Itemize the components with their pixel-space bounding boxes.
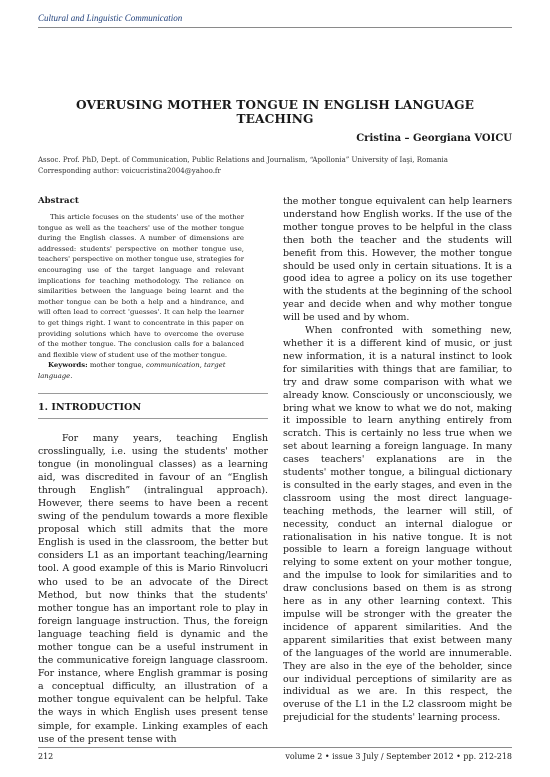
article-author: Cristina – Georgiana VOICU (356, 133, 512, 144)
left-column (38, 196, 268, 746)
body-paragraph-right-1: the mother tongue equivalent can help learners understand how English works. If the use of the mother tongue proves to be helpful in the class then both the teacher and the students will benefit from this. However, the mother tongue should be used only in certain situations. It is a good idea to agree a policy on its use together with the students at the beginning of the school year and decide when and why mother tongue will be used and by whom. (283, 196, 512, 324)
article-title: OVERUSING MOTHER TONGUE IN ENGLISH LANGUAGE TEACHING (76, 98, 474, 126)
right-column (283, 196, 512, 725)
section-divider-top (38, 393, 268, 394)
body-paragraph-left: For many years, teaching English crosslingually, i.e. using the students' mother tongue (in monolingual classes) as a learning aid, was discredited in favour of an “English through English” (intralingual approach). However, there seems to have been a recent swing of the pendulum towards a more flexible proposal which still admits that the more English is used in the classroom, the better but considers L1 as an important teaching/learning tool. A good example of this is Mario Rinvolucri who used to be an advocate of the Direct Method, but now thinks that the students' mother tongue has an important role to play in foreign language instruction. Thus, the foreign language teaching field is dynamic and the mother tongue can be a useful instrument in the communicative foreign language classroom. For instance, where English grammar is posing a conceptual difficulty, an illustration of a mother tongue equivalent can be helpful. Take the ways in which English uses present tense simple, for example. Linking examples of each use of the present tense with (38, 432, 268, 745)
keywords-label: Keywords: (48, 361, 88, 370)
section-heading: 1. INTRODUCTION (38, 401, 142, 413)
author-affiliation-block (38, 155, 512, 177)
abstract-text: This article focuses on the students' use of the mother tongue as well as the teachers' use of the mother tongue during the English classes. A number of dimensions are addressed: students' perspective on mother tongue use, teachers' perspective on mother tongue use, strategies for encouraging use of the target language and relevant implications for teaching methodology. The reliance on similarities between the language being learnt and the mother tongue can be both a help and a hindrance, and will often lead to correct 'guesses'. It can help the learner to get things right. I want to concentrate in this paper on providing solutions which have to overcome the overuse of the mother tongue. The conclusion calls for a balanced and flexible view of student use of the mother tongue. (38, 213, 244, 359)
abstract-heading: Abstract (38, 196, 79, 206)
page-number: 212 (38, 752, 54, 761)
keywords-italic: communication, target language. (38, 361, 226, 380)
affiliation-line: Assoc. Prof. PhD, Dept. of Communication, Public Relations and Journalism, “Apollonia” University of Iaşi, Romania (38, 156, 448, 164)
keywords-plain: mother tongue, (89, 361, 144, 370)
section-divider-bottom (38, 418, 268, 419)
running-head: Cultural and Linguistic Communication (38, 13, 183, 23)
issue-info: volume 2 • issue 3 July / September 2012 • pp. 212-218 (285, 752, 512, 761)
corresponding-author-line: Corresponding author: voicucristina2004@yahoo.fr (38, 167, 221, 175)
body-paragraph-right-2: When confronted with something new, whether it is a different kind of music, or just new information, it is a natural instinct to look for similarities with things that are familiar, to try and draw some comparison with what we already know. Consciously or unconsciously, we bring what we know to what we do not, making it impossible to learn anything entirely from scratch. This is certainly no less true when we set about learning a foreign language. In many cases teachers' explanations are in the students' mother tongue, a bilingual dictionary is consulted in the early stages, and even in the classroom using the most direct language-teaching methods, the learner will still, of necessity, conduct an internal dialogue or rationalisation in his native tongue. It is not possible to learn a foreign language without relying to some extent on your mother tongue, and the impulse to look for similarities and to draw conclusions based on them is as strong here as in any other learning context. This impulse will be stronger with the greater the incidence of apparent similarities. And the apparent similarities that exist between many of the languages of the world are innumerable. They are also in the eye of the beholder, since our individual perceptions of similarity are as individual as we are. In this respect, the overuse of the L1 in the L2 classroom might be prejudicial for the students' learning process. (283, 325, 512, 724)
footer-divider (38, 747, 512, 748)
header-divider (38, 27, 512, 28)
keywords-line (38, 360, 244, 381)
